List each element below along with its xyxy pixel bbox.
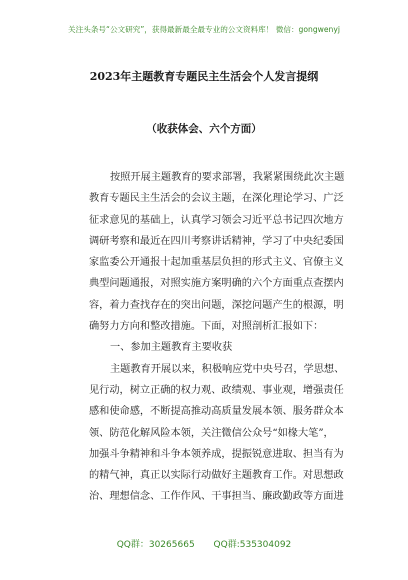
text-line: 按照开展主题教育的要求部署，我紧紧围绕此次主题 [110, 172, 345, 183]
document-subtitle: （收获体会、六个方面） [146, 123, 262, 135]
text-line: 确努力方向和整改措施。下面，对照剖析汇报如下： [89, 321, 324, 333]
section-heading-paragraph [89, 337, 351, 358]
text-line: 见行动，树立正确的权力观、政绩观、事业观，增强责任 [89, 384, 344, 396]
text-line: 加强斗争精神和斗争本领养成，提振锐意进取、担当有为 [89, 448, 344, 460]
text-line: 教育专题民主生活会的会议主题，在深化理论学习、广泛 [89, 193, 344, 205]
text-line: 征求意见的基础上，认真学习领会习近平总书记四次地方 [89, 214, 344, 226]
footer-qq-group-1: QQ群：30265665 [116, 540, 195, 550]
section-paragraph [89, 359, 351, 508]
text-line: 主题教育开展以来，积极响应党中央号召，学思想、 [110, 363, 345, 375]
text-line: 典型问题通报，对照实施方案明确的六个方面重点查摆内 [89, 278, 344, 290]
document-title: 2023年主题教育专题民主生活会个人发言提纲 [89, 70, 319, 83]
text-line: 调研考察和最近在四川考察讲话精神，学习了中央纪委国 [89, 235, 344, 247]
footer-qq-group-2: QQ群:535304092 [213, 540, 292, 550]
text-line: 领、防范化解风险本领，关注微信公众号“如椽大笔”， [89, 427, 334, 439]
text-line: 家监委公开通报十起加重基层负担的形式主义、官僚主义 [89, 257, 344, 269]
header-banner: 关注头条号“公文研究”，获得最新最全最专业的公文资料库！ 微信：gongwenyj [68, 25, 340, 34]
intro-paragraph [89, 167, 351, 337]
footer-qq-groups [0, 537, 408, 550]
text-line: 容，着力查找存在的突出问题，深挖问题产生的根源，明 [89, 299, 344, 311]
text-line: 治、理想信念、工作作风、干事担当、廉政勤政等方面进 [89, 491, 344, 503]
section-heading: 一、参加主题教育主要收获 [110, 342, 233, 354]
text-line: 的精气神，真正以实际行动做好主题教育工作。对思想政 [89, 470, 344, 482]
text-line: 感和使命感，不断提高推动高质量发展本领、服务群众本 [89, 406, 344, 418]
document-body [89, 167, 351, 508]
